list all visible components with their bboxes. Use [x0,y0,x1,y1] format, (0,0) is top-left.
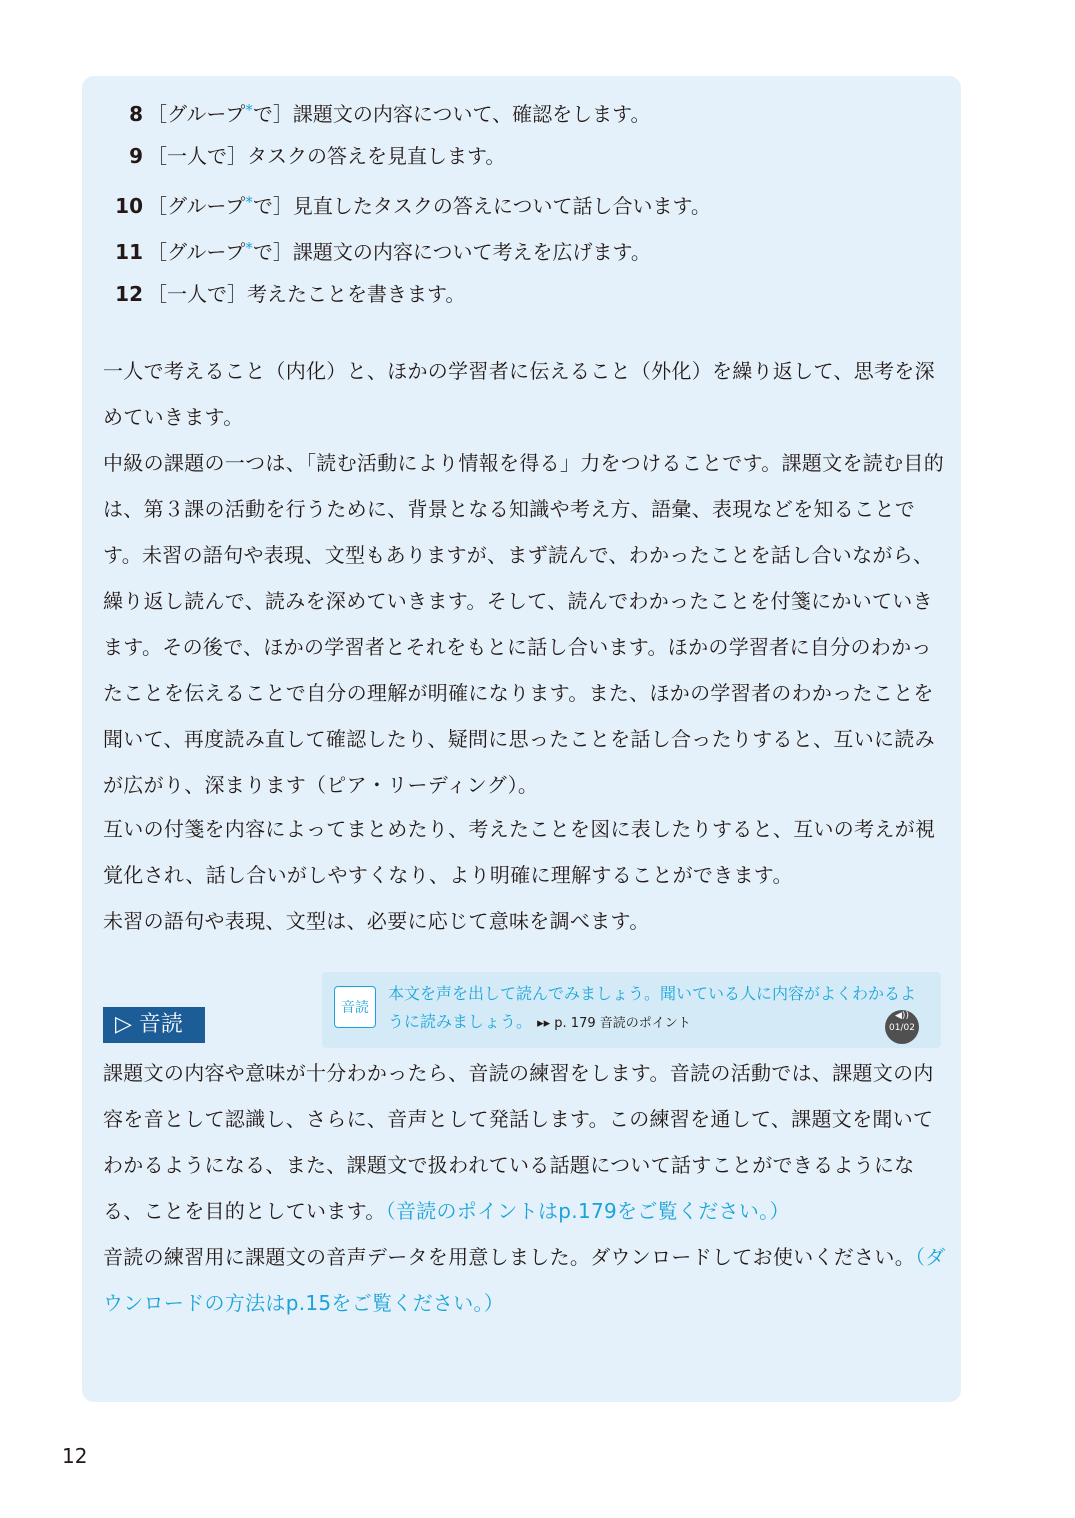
step-list [103,96,943,326]
audio-icon[interactable] [885,1010,919,1044]
page-number: 12 [62,1444,88,1468]
asterisk-mark: * [245,101,253,119]
step-text-post: で］課題文の内容について、確認をします。 [252,102,651,126]
step-number: 10 [115,194,143,218]
step-item [103,96,943,142]
audio-data-text: 音読の練習用に課題文の音声データを用意しました。ダウンロードしてお使いください。 [103,1245,915,1269]
asterisk-mark: * [245,239,253,257]
paragraph-visualize: 互いの付箋を内容によってまとめたり、考えたことを図に表したりすると、互いの考えが視覚化され、話し合いがしやすくなり、より明確に理解することができます。 [103,817,936,887]
ondoku-practice-text: 課題文の内容や意味が十分わかったら、音読の練習をします。音読の活動では、課題文の内容を音として認識し、さらに、音声として発話します。この練習を通して、課題文を聞いてわかるようになる、また、課題文で扱われている話題について話すことができるようになる、ことを目的としています。 [103,1061,934,1223]
step-number: 8 [129,102,143,126]
step-text-pre: ［グループ [147,240,246,264]
ondoku-instruction: 本文を声を出して読んでみましょう。聞いている人に内容がよくわかるように読みましょう。 [388,984,917,1031]
audio-track-number: 01/02 [889,1023,915,1033]
paragraph-ondoku-practice [103,1050,948,1234]
paragraph-vocabulary: 未習の語句や表現、文型は、必要に応じて意味を調べます。 [103,909,650,933]
step-item [103,234,943,280]
ondoku-info-text [388,980,928,1038]
step-number: 11 [115,240,143,264]
ondoku-tag: 音読 [334,986,376,1028]
download-method-link[interactable]: （ダウンロードの方法はp.15をご覧ください。） [103,1245,946,1315]
step-text-post: で］課題文の内容について考えを広げます。 [252,240,651,264]
step-number: 12 [115,282,143,306]
step-text-post: で］見直したタスクの答えについて話し合います。 [252,194,711,218]
step-number: 9 [129,144,143,168]
step-text-pre: ［一人で］タスクの答えを見直します。 [147,144,506,168]
step-text-pre: ［グループ [147,102,246,126]
paragraph-audio-data [103,1234,948,1326]
step-item [103,280,943,326]
speaker-icon: ◀)) [895,1011,909,1021]
paragraph-internalize: 一人で考えること（内化）と、ほかの学習者に伝えること（外化）を繰り返して、思考を深めていきます。 [103,359,935,429]
section-heading-ondoku: ▷ 音読 [103,1007,205,1043]
asterisk-mark: * [245,193,253,211]
step-item [103,142,943,188]
step-text-pre: ［グループ [147,194,246,218]
ondoku-point-link[interactable]: （音読のポイントはp.179をご覧ください。） [385,1199,790,1223]
step-item [103,188,943,234]
step-text-pre: ［一人で］考えたことを書きます。 [147,282,466,306]
ondoku-reference-link[interactable]: ▸▸ p. 179 音読のポイント [537,1016,691,1031]
paragraph-reading-purpose: 中級の課題の一つは、「読む活動により情報を得る」力をつけることです。課題文を読む目的は、第３課の活動を行うために、背景となる知識や考え方、語彙、表現などを知ることです。未習の語句や表現、文型もありますが、まず読んで、わかったことを話し合いながら、繰り返し読んで、読みを深めていきます。そして、読んでわかったことを付箋にかいていきます。その後で、ほかの学習者とそれをもとに話し合います。ほかの学習者に自分のわかったことを伝えることで自分の理解が明確になります。また、ほかの学習者のわかったことを聞いて、再度読み直して確認したり、疑問に思ったことを話し合ったりすると、互いに読みが広がり、深まります（ピア・リーディング）。 [103,451,944,797]
